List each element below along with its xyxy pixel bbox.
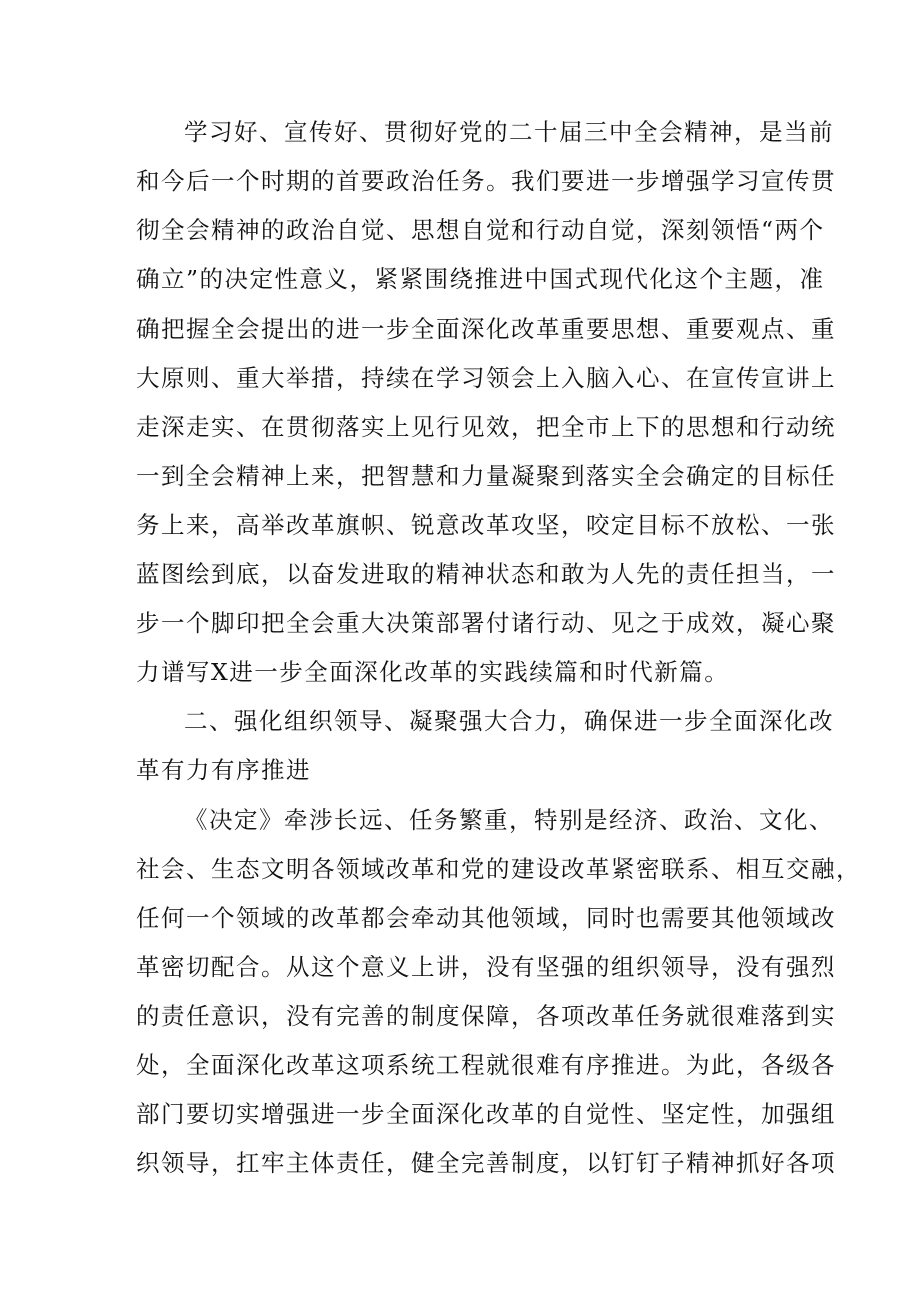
paragraph-line: 和今后一个时期的首要政治任务。我们要进一步增强学习宣传贯 xyxy=(136,167,836,195)
paragraph-line: 确把握全会提出的进一步全面深化改革重要思想、重要观点、重 xyxy=(136,315,836,343)
paragraph-line: 社会、生态文明各领域改革和党的建设改革紧密联系、相互交融， xyxy=(136,855,861,883)
paragraph-line: 务上来，高举改革旗帜、锐意改革攻坚，咬定目标不放松、一张 xyxy=(136,511,836,539)
paragraph-line: 的责任意识，没有完善的制度保障，各项改革任务就很难落到实 xyxy=(136,1002,836,1030)
paragraph-line: 力谱写X进一步全面深化改革的实践续篇和时代新篇。 xyxy=(136,658,730,686)
paragraph-line: 革密切配合。从这个意义上讲，没有坚强的组织领导，没有强烈 xyxy=(136,953,836,981)
paragraph-line: 任何一个领域的改革都会牵动其他领域，同时也需要其他领域改 xyxy=(136,904,836,932)
paragraph-line: 蓝图绘到底，以奋发进取的精神状态和敢为人先的责任担当，一 xyxy=(136,560,836,588)
paragraph-line: 确立”的决定性意义，紧紧围绕推进中国式现代化这个主题，准 xyxy=(136,265,825,293)
paragraph-line: 步一个脚印把全会重大决策部署付诸行动、见之于成效，凝心聚 xyxy=(136,609,836,637)
paragraph-line: 学习好、宣传好、贯彻好党的二十届三中全会精神，是当前 xyxy=(184,118,834,146)
paragraph-line: 彻全会精神的政治自觉、思想自觉和行动自觉，深刻领悟“两个 xyxy=(136,216,825,244)
paragraph-line: 织领导，扛牢主体责任，健全完善制度，以钉钉子精神抓好各项 xyxy=(136,1149,836,1177)
paragraph-line: 走深走实、在贯彻落实上见行见效，把全市上下的思想和行动统 xyxy=(136,413,836,441)
paragraph-line: 大原则、重大举措，持续在学习领会上入脑入心、在宣传宣讲上 xyxy=(136,364,836,392)
paragraph-line: 部门要切实增强进一步全面深化改革的自觉性、坚定性，加强组 xyxy=(136,1100,836,1128)
section-heading-line: 二、强化组织领导、凝聚强大合力，确保进一步全面深化改 xyxy=(184,707,834,735)
paragraph-line: 一到全会精神上来，把智慧和力量凝聚到落实全会确定的目标任 xyxy=(136,462,836,490)
paragraph-line: 《决定》牵涉长远、任务繁重，特别是经济、政治、文化、 xyxy=(184,806,834,834)
paragraph-line: 处，全面深化改革这项系统工程就很难有序推进。为此，各级各 xyxy=(136,1051,836,1079)
section-heading-line: 革有力有序推进 xyxy=(136,756,311,784)
